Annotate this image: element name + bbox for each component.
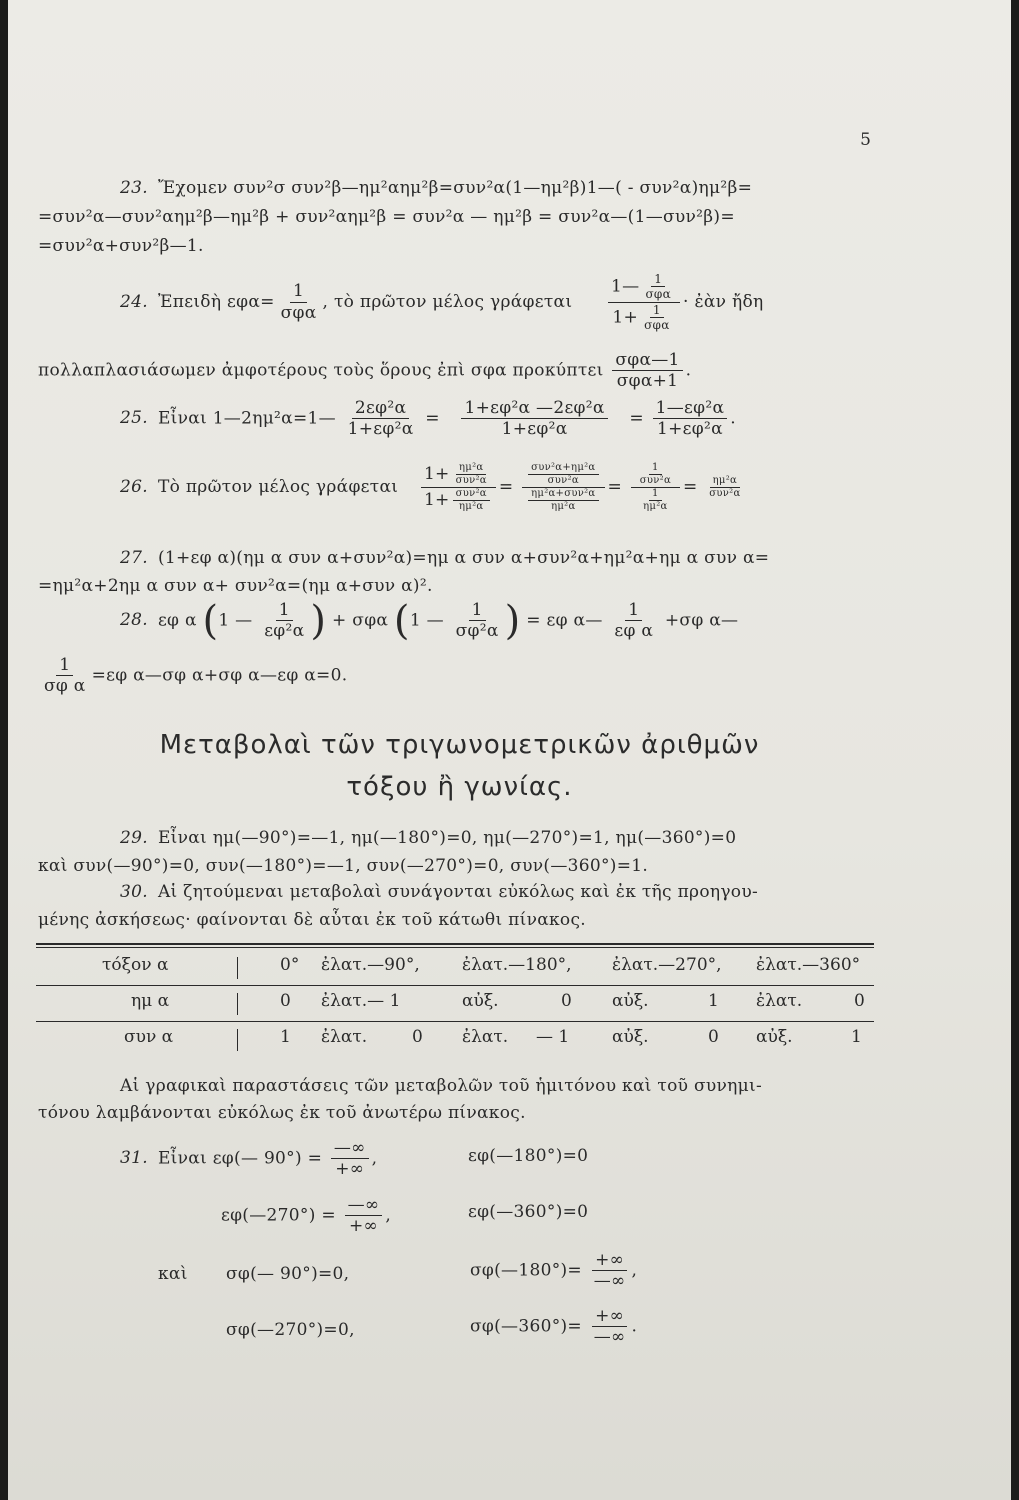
ex31-row1: 31. Εἶναι εφ(— 90°) = $\frac{—\infty}{+\infty}$ , [120, 1138, 378, 1180]
ex25-frac2: $\frac{\text{1+εφ²α —2εφ²α}}{\text{1+εφ²α}}$ [461, 398, 607, 440]
ex31-frac4: $\frac{+\infty}{—\infty}$ [593, 1306, 626, 1348]
table-row-label: ημ α [131, 991, 170, 1011]
ex28-frac1: $\frac{1}{\text{εφ²α}}$ [264, 600, 305, 642]
ex24-line1: 24. Ἐπειδὴ εφα= $\frac{1}{\text{σφα}}$ , τὸ πρῶτον μέλος γράφεται 1— $\frac{1}{\text{σφα}}$ 1+ $\frac{1}{\text{σφα}}$ · ἐὰν ἤδη [120, 272, 764, 333]
ex31-row3-kai: καὶ [158, 1264, 188, 1284]
ex31-frac2: $\frac{—\infty}{+\infty}$ [345, 1195, 383, 1237]
page-number: 5 [860, 130, 871, 150]
ex31-row3: σφ(— 90°)=0, [226, 1264, 350, 1284]
table-row-label: τόξον α [102, 955, 169, 975]
ex31-row4-right: σφ(—360°)= $\frac{+\infty}{—\infty}$ . [470, 1306, 638, 1348]
ex26-frac-d: $\frac{\text{ημ²α}}{\text{συν²α}}$ [709, 475, 741, 499]
ex29-line2: καὶ συν(—90°)=0, συν(—180°)=—1, συν(—270°)=0, συν(—360°)=1. [38, 856, 649, 876]
table-row: ημ α 0 ἐλατ.— 1 αὐξ. 0 αὐξ. 1 ἐλατ. 0 [36, 991, 874, 1021]
ex28-line2: $\frac{1}{\text{σφ α}}$ =εφ α—σφ α+σφ α—εφ α=0. [38, 655, 347, 697]
table-row: συν α 1 ἐλατ. 0 ἐλατ. — 1 αὐξ. 0 αὐξ. 1 [36, 1027, 874, 1057]
after-table-line1: Αἱ γραφικαὶ παραστάσεις τῶν μεταβολῶν τοῦ ἡμιτόνου καὶ τοῦ συνημι- [120, 1076, 763, 1096]
table-top-rule-thin [36, 947, 874, 948]
ex29-line1: 29. Εἶναι ημ(—90°)=—1, ημ(—180°)=0, ημ(—270°)=1, ημ(—360°)=0 [120, 828, 737, 848]
ex31-row3-right: σφ(—180°)= $\frac{+\infty}{—\infty}$ , [470, 1250, 638, 1292]
table-top-rule [36, 943, 874, 945]
ex23-number: 23. [120, 178, 148, 198]
ex28-number: 28. [120, 610, 148, 631]
ex24-frac1: $\frac{1}{\text{σφα}}$ [280, 281, 317, 323]
ex30-number: 30. [120, 882, 148, 902]
ex23-line1: 23. Ἔχομεν συν²σ συν²β—ημ²αημ²β=συν²α(1—ημ²β)1—( - συν²α)ημ²β= [120, 178, 753, 198]
ex31-row4: σφ(—270°)=0, [226, 1320, 355, 1340]
table-row: τόξον α 0° ἐλατ.—90°, ἐλατ.—180°, ἐλατ.—270°, ἐλατ.—360° [36, 955, 874, 985]
ex28-frac2: $\frac{1}{\text{σφ²α}}$ [455, 600, 499, 642]
ex31-row1-right: εφ(—180°)=0 [468, 1146, 589, 1166]
ex30-line1: 30. Αἱ ζητούμεναι μεταβολαὶ συνάγονται εὐκόλως καὶ ἐκ τῆς προηγου- [120, 882, 759, 902]
ex24-compound-fraction: 1— $\frac{1}{\text{σφα}}$ 1+ $\frac{1}{\text{σφα}}$ [608, 272, 680, 333]
ex30-line2: μένης ἀσκήσεως· φαίνονται δὲ αὗται ἐκ τοῦ κάτωθι πίνακος. [38, 910, 586, 930]
ex31-number: 31. [120, 1148, 148, 1169]
ex26-frac-b: $\frac{\frac{\text{συν²α+ημ²α}}{\text{συν²α}}}{\frac{\text{ημ²α+συν²α}}{\text{ημ²α}}}$ [522, 462, 604, 513]
ex31-frac1: $\frac{—\infty}{+\infty}$ [331, 1138, 369, 1180]
ex26-number: 26. [120, 477, 148, 497]
book-page [8, 0, 1011, 1500]
ex26-frac-a: 1+ $\frac{\text{ημ²α}}{\text{συν²α}}$ 1+ $\frac{\text{συν²α}}{\text{ημ²α}}$ [421, 462, 496, 513]
ex28-line1: 28. εφ α (1 — $\frac{1}{\text{εφ²α}}$ ) + σφα (1 — $\frac{1}{\text{σφ²α}}$ ) = εφ α— $\frac{1}{\text{εφ α}}$ +σφ α— [120, 597, 739, 644]
ex26-frac-c: $\frac{\frac{1}{\text{συν²α}}}{\frac{1}{\text{ημ²α}}}$ [631, 462, 680, 513]
ex23-line2: =συν²α—συν²αημ²β—ημ²β + συν²αημ²β = συν²α — ημ²β = συν²α—(1—συν²β)= [38, 207, 735, 227]
after-table-line2: τόνου λαμβάνονται εὐκόλως ἐκ τοῦ ἀνωτέρω πίνακος. [38, 1103, 526, 1123]
section-heading-line2: τόξου ἢ γωνίας. [346, 772, 573, 802]
ex31-row2-right: εφ(—360°)=0 [468, 1202, 589, 1222]
section-heading-line1: Μεταβολαὶ τῶν τριγωνομετρικῶν ἀριθμῶν [159, 730, 760, 760]
ex24-line2: πολλαπλασιάσωμεν ἀμφοτέρους τοὺς ὅρους ἐπὶ σφα προκύπτει $\frac{\text{σφα—1}}{\text{σφα+1}}$ . [38, 350, 692, 392]
ex23-line3: =συν²α+συν²β—1. [38, 236, 204, 256]
ex27-number: 27. [120, 548, 148, 568]
ex28-frac4: $\frac{1}{\text{σφ α}}$ [44, 655, 86, 697]
ex29-number: 29. [120, 828, 148, 848]
ex31-frac3: $\frac{+\infty}{—\infty}$ [593, 1250, 626, 1292]
table-row-label: συν α [124, 1027, 174, 1047]
ex25-number: 25. [120, 408, 148, 429]
ex31-row2: εφ(—270°) = $\frac{—\infty}{+\infty}$ , [221, 1195, 392, 1237]
ex24-frac2: $\frac{\text{σφα—1}}{\text{σφα+1}}$ [612, 350, 682, 392]
ex25-line: 25. Εἶναι 1—2ημ²α=1— $\frac{\text{2εφ²α}}{\text{1+εφ²α}}$ = $\frac{\text{1+εφ²α —2εφ²α}}{\text{1+εφ²α}}$ = $\frac{\text{1—εφ²α}}{\text{1+εφ²α}}$ . [120, 398, 736, 440]
ex25-frac1: $\frac{\text{2εφ²α}}{\text{1+εφ²α}}$ [347, 398, 414, 440]
ex27-line1: 27. (1+εφ α)(ημ α συν α+συν²α)=ημ α συν α+συν²α+ημ²α+ημ α συν α= [120, 548, 770, 568]
ex28-frac3: $\frac{1}{\text{εφ α}}$ [614, 600, 654, 642]
ex26-line: 26. Τὸ πρῶτον μέλος γράφεται 1+ $\frac{\text{ημ²α}}{\text{συν²α}}$ 1+ $\frac{\text{συν²α}}{\text{ημ²α}}$ = $\frac{\frac{\text{συν²α+ημ²α}}{\text{συν²α}}}{\frac{\text{ημ²α+συν²α}}{\text{ημ²α}}}$ = $\frac{\frac{1}{\text{συν²α}}}{\frac{1}{\text{ημ²α}}}$ = $\frac{\text{ημ²α}}{\text{συν²α}}$ [120, 462, 747, 513]
ex27-line2: =ημ²α+2ημ α συν α+ συν²α=(ημ α+συν α)². [38, 576, 433, 596]
ex24-number: 24. [120, 291, 148, 312]
ex25-frac3: $\frac{\text{1—εφ²α}}{\text{1+εφ²α}}$ [653, 398, 728, 440]
